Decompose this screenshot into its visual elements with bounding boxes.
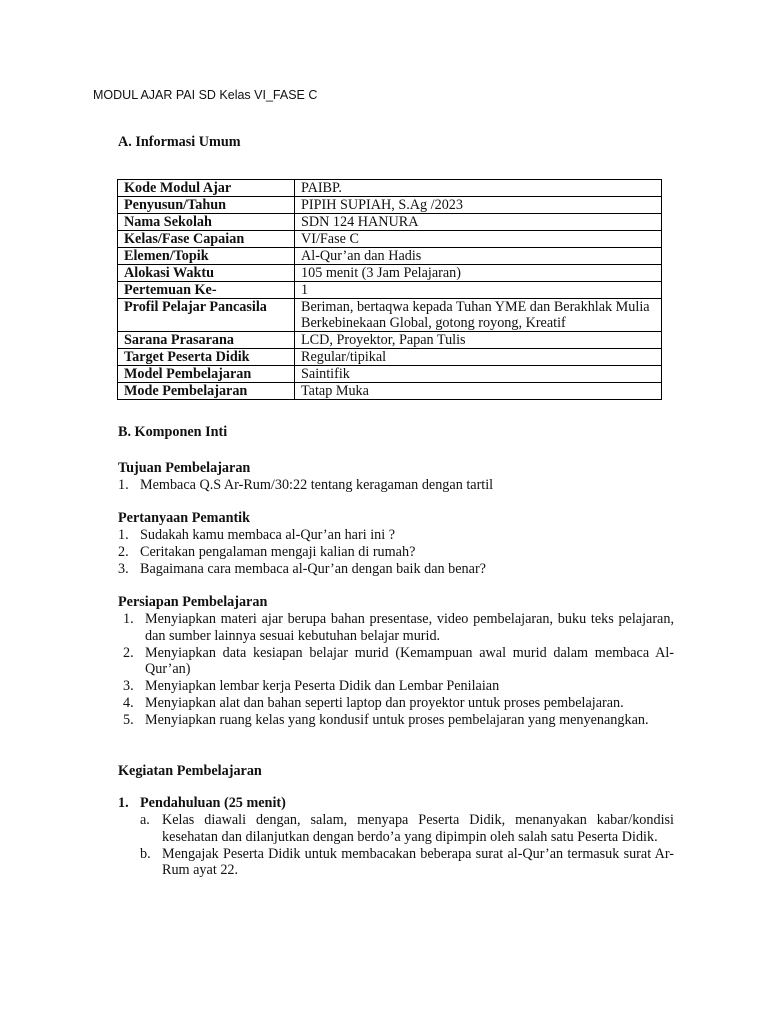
table-row	[118, 197, 662, 214]
table-row	[118, 383, 662, 400]
table-key-cell: Penyusun/Tahun	[118, 197, 295, 214]
table-value-cell: VI/Fase C	[295, 231, 662, 248]
table-value-cell: LCD, Proyektor, Papan Tulis	[295, 332, 662, 349]
table-key-cell: Kode Modul Ajar	[118, 180, 295, 197]
table-value-cell: 105 menit (3 Jam Pelajaran)	[295, 265, 662, 282]
table-value-cell: Al-Qur’an dan Hadis	[295, 248, 662, 265]
table-key-cell: Target Peserta Didik	[118, 349, 295, 366]
pendahuluan-number: 1.	[118, 795, 129, 811]
list-item: 3. Menyiapkan lembar kerja Peserta Didik dan Lembar Penilaian	[123, 678, 500, 695]
list-item: 5. Menyiapkan ruang kelas yang kondusif untuk proses pembelajaran yang menyenangkan.	[123, 711, 649, 728]
table-value-cell: Beriman, bertaqwa kepada Tuhan YME dan Berakhlak Mulia Berkebinekaan Global, gotong royong, Kreatif	[295, 299, 662, 332]
pendahuluan-title: Pendahuluan (25 menit)	[140, 795, 286, 811]
list-item: 1. Sudakah kamu membaca al-Qur’an hari ini ?	[118, 527, 396, 543]
table-key-cell: Profil Pelajar Pancasila	[118, 299, 295, 332]
table-row	[118, 282, 662, 299]
list-item: 2. Menyiapkan data kesiapan belajar murid (Kemampuan awal murid dalam membaca Al-Qur’an)	[123, 644, 674, 678]
pendahuluan-list	[140, 812, 674, 879]
table-key-cell: Nama Sekolah	[118, 214, 295, 231]
table-key-cell: Model Pembelajaran	[118, 366, 295, 383]
table-key-cell: Elemen/Topik	[118, 248, 295, 265]
table-value-cell: PIPIH SUPIAH, S.Ag /2023	[295, 197, 662, 214]
table-row	[118, 231, 662, 248]
section-a-heading: A. Informasi Umum	[118, 134, 241, 150]
section-b-heading: B. Komponen Inti	[118, 424, 228, 440]
list-item: b. Mengajak Peserta Didik untuk membacakan beberapa surat al-Qur’an termasuk surat Ar-Rum ayat 22.	[140, 845, 674, 879]
persiapan-title: Persiapan Pembelajaran	[118, 594, 268, 610]
list-item: 1. Membaca Q.S Ar-Rum/30:22 tentang keragaman dengan tartil	[118, 477, 494, 493]
table-row	[118, 332, 662, 349]
list-item: 1. Menyiapkan materi ajar berupa bahan presentase, video pembelajaran, buku teks pelajaran, dan sumber lainnya sesuai kebutuhan belajar murid.	[123, 611, 674, 644]
table-value-cell: Saintifik	[295, 366, 662, 383]
table-row	[118, 265, 662, 282]
table-key-cell: Pertemuan Ke-	[118, 282, 295, 299]
tujuan-list	[118, 477, 674, 494]
pemantik-title: Pertanyaan Pemantik	[118, 510, 251, 526]
list-item: 3. Bagaimana cara membaca al-Qur’an dengan baik dan benar?	[118, 560, 486, 577]
table-value-cell: Regular/tipikal	[295, 349, 662, 366]
table-key-cell: Alokasi Waktu	[118, 265, 295, 282]
table-key-cell: Kelas/Fase Capaian	[118, 231, 295, 248]
table-row	[118, 214, 662, 231]
document-header: MODUL AJAR PAI SD Kelas VI_FASE C	[93, 88, 318, 102]
list-item: 2. Ceritakan pengalaman mengaji kalian di rumah?	[118, 543, 416, 560]
kegiatan-title: Kegiatan Pembelajaran	[118, 763, 262, 779]
persiapan-list	[123, 611, 674, 729]
table-row	[118, 349, 662, 366]
table-value-cell: 1	[295, 282, 662, 299]
info-table	[117, 179, 662, 400]
table-key-cell: Sarana Prasarana	[118, 332, 295, 349]
table-key-cell: Mode Pembelajaran	[118, 383, 295, 400]
table-value-cell: Tatap Muka	[295, 383, 662, 400]
table-value-cell: PAIBP.	[295, 180, 662, 197]
pemantik-list	[118, 527, 674, 577]
tujuan-title: Tujuan Pembelajaran	[118, 460, 251, 476]
list-item: a. Kelas diawali dengan, salam, menyapa Peserta Didik, menanyakan kabar/kondisi kesehatan dan dilanjutkan dengan berdo’a yang dipimpin oleh salah satu Peserta Didik.	[140, 812, 674, 845]
table-row	[118, 299, 662, 332]
table-row	[118, 248, 662, 265]
table-row	[118, 180, 662, 197]
list-item: 4. Menyiapkan alat dan bahan seperti laptop dan proyektor untuk proses pembelajaran.	[123, 694, 624, 711]
table-value-cell: SDN 124 HANURA	[295, 214, 662, 231]
table-row	[118, 366, 662, 383]
